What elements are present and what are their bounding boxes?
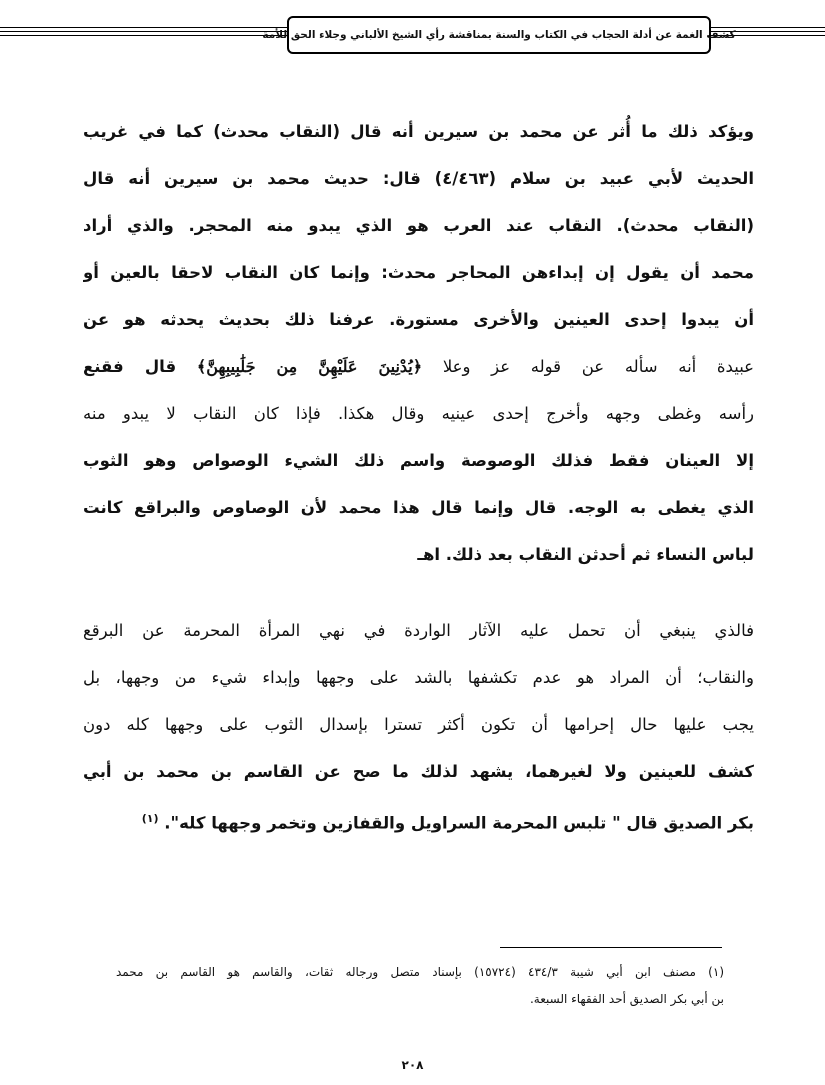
text-segment: عبيدة أنه سأله عن قوله عز وعلا [442, 357, 754, 376]
text-line: والنقاب؛ أن المراد هو عدم تكشفها بالشد على وجهها وإبداء شيء من وجهها، بل [83, 668, 754, 687]
page-number: ٢٠٨ [401, 1058, 424, 1072]
text-line: فالذي ينبغي أن تحمل عليه الآثار الواردة في نهي المرأة المحرمة عن البرقع [83, 621, 754, 640]
text-segment: قال فقنع [83, 357, 177, 376]
footnote-reference[interactable]: (١) [141, 812, 159, 825]
footnote-line: بن أبي بكر الصديق أحد الفقهاء السبعة. [529, 992, 724, 1006]
running-header-title: كشف الغمة عن أدلة الحجاب في الكتاب والسنة بمناقشة رأي الشيخ الألباني وجلاء الحق للأمة [262, 29, 736, 41]
text-line: الحديث لأبي عبيد بن سلام (٤/٤٦٣) قال: حديث محمد بن سيرين أنه قال [83, 169, 754, 188]
footnote-line: (١) مصنف ابن أبي شيبة ٤٣٤/٣ (١٥٧٢٤) بإسناد متصل ورجاله ثقات، والقاسم هو القاسم بن محمد [116, 965, 724, 979]
text-line: أن يبدوا إحدى العينين والأخرى مستورة. عرفنا ذلك بحديث يحدثه هو عن [83, 310, 754, 329]
quran-verse: ﴿يُدْنِينَ عَلَيْهِنَّ مِن جَلَٰبِيبِهِنَّ﴾ [196, 357, 423, 376]
main-text [83, 108, 754, 842]
text-line: كشف للعينين ولا لغيرهما، يشهد لذلك ما صح عن القاسم بن محمد بن أبي [83, 762, 754, 781]
running-header [262, 16, 736, 54]
paragraph-1 [83, 108, 754, 578]
text-line: يجب عليها حال إحرامها أن تكون أكثر تسترا بإسدال الثوب على وجهها كله دون [83, 715, 754, 734]
footnote-separator [500, 947, 722, 948]
text-line: محمد أن يقول إن إبداءهن المحاجر محدث: وإنما كان النقاب لاحقا بالعين أو [83, 263, 754, 282]
text-segment: بكر الصديق قال " تلبس المحرمة السراويل والقفازين وتخمر وجهها كله". [164, 813, 754, 833]
text-line-with-footnote-ref [83, 795, 754, 842]
text-line: لباس النساء ثم أحدثن النقاب بعد ذلك. اهـ [417, 545, 754, 564]
text-line: رأسه وغطى وجهه وأخرج إحدى عينيه وقال هكذا. فإذا كان النقاب لا يبدو منه [83, 404, 754, 423]
text-line: (النقاب محدث). النقاب عند العرب هو الذي يبدو منه المحجر. والذي أراد [83, 216, 754, 235]
text-line-with-quran-verse [83, 343, 754, 390]
text-line: ويؤكد ذلك ما أُثر عن محمد بن سيرين أنه قال (النقاب محدث) كما في غريب [83, 122, 754, 141]
footnote [116, 959, 724, 1013]
text-line: إلا العينان فقط فذلك الوصوصة واسم ذلك الشيء الوصواص وهو الثوب [83, 451, 754, 470]
text-line: الذي يغطى به الوجه. قال وإنما قال هذا محمد لأن الوصاوص والبراقع كانت [83, 498, 754, 517]
paragraph-2 [83, 607, 754, 842]
